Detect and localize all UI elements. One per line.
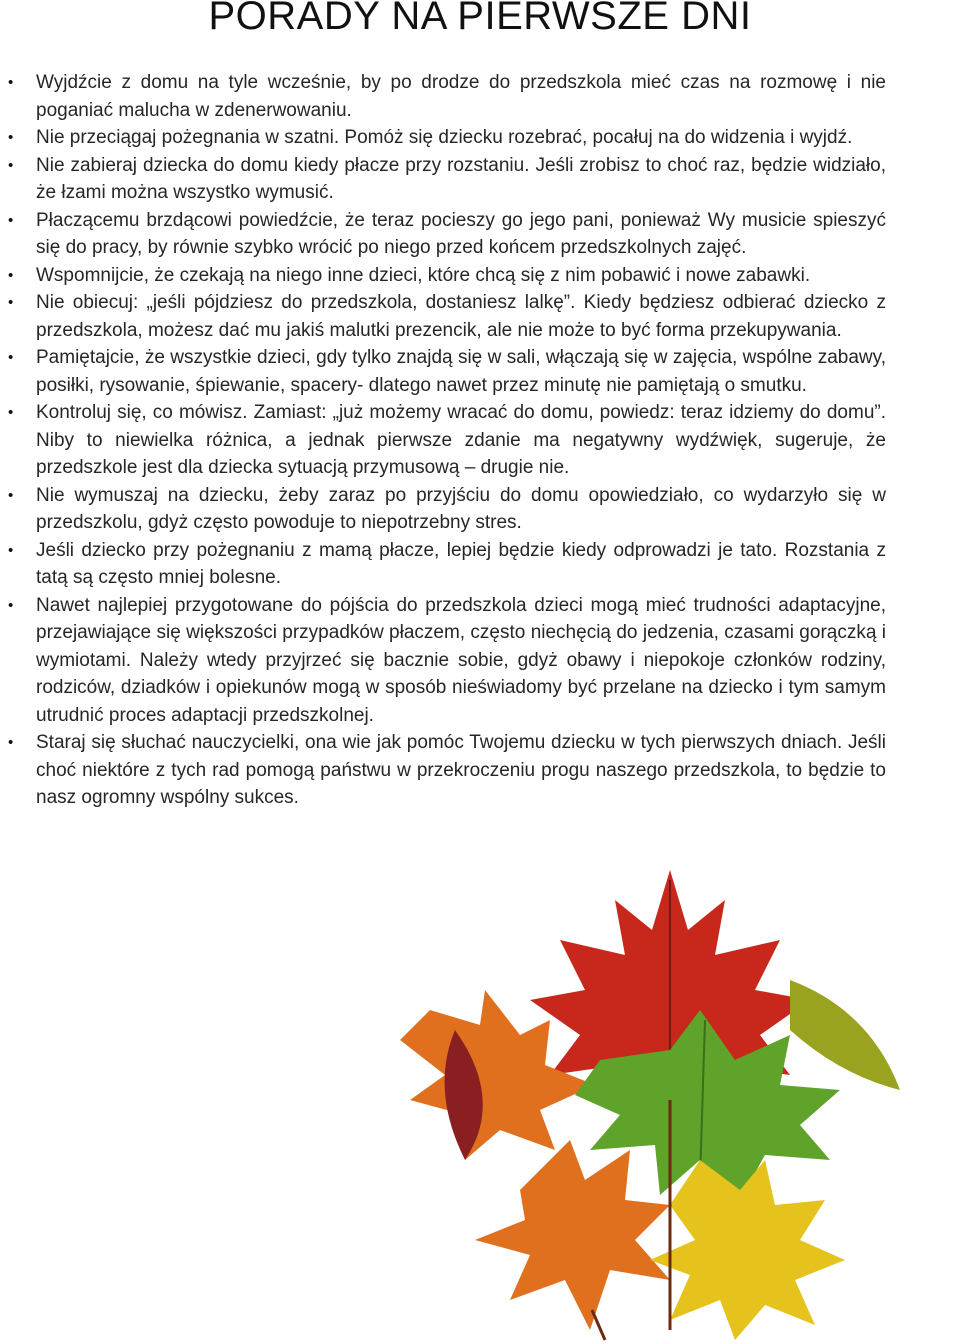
tip-item — [8, 124, 886, 152]
tip-item — [8, 289, 886, 344]
page-title: PORADY NA PIERWSZE DNI — [208, 0, 752, 38]
tip-text: Wyjdźcie z domu na tyle wcześnie, by po drodze do przedszkola mieć czas na rozmowę i nie poganiać malucha w zdenerwowaniu. — [36, 72, 886, 121]
bullet-icon: • — [8, 266, 14, 284]
tips-list — [8, 69, 886, 812]
bullet-icon: • — [8, 211, 14, 229]
bullet-icon: • — [8, 129, 14, 146]
tip-text: Płaczącemu brzdącowi powiedźcie, że teraz pocieszy go jego pani, ponieważ Wy musicie spieszyć się do pracy, by równie szybko wrócić po niego przed końcem przedszkolnych zajęć. — [36, 209, 886, 258]
tip-item — [8, 482, 886, 537]
tip-text: Jeśli dziecko przy pożegnaniu z mamą płacze, lepiej będzie kiedy odprowadzi je tato. Rozstania z tatą są często mniej bolesne. — [36, 539, 886, 588]
tip-text: Nie wymuszaj na dziecku, żeby zaraz po przyjściu do domu opowiedziało, co wydarzyło się w przedszkolu, gdyż często powoduje to niepotrzebny stres. — [36, 484, 886, 533]
tip-text: Nie przeciągaj pożegnania w szatni. Pomóż się dziecku rozebrać, pocałuj na do widzenia i wyjdź. — [36, 127, 853, 148]
tip-text: Nie obiecuj: „jeśli pójdziesz do przedszkola, dostaniesz lalkę”. Kiedy będziesz odbierać dziecko z przedszkola, możesz dać mu jakiś malutki prezencik, ale nie może to być forma przekupywania. — [36, 292, 886, 341]
tip-text: Kontroluj się, co mówisz. Zamiast: „już możemy wracać do domu, powiedz: teraz idziemy do domu”. Niby to niewielka różnica, a jednak pierwsze zdanie ma negatywny wydźwięk, sugeruje, że przedszkole jest dla dziecka sytuacją przymusową – drugie nie. — [36, 402, 886, 478]
orange-bottom-leaf — [475, 1140, 670, 1330]
tip-item — [8, 399, 886, 482]
bullet-icon: • — [8, 74, 14, 91]
bullet-icon: • — [8, 541, 14, 559]
bullet-icon: • — [8, 486, 14, 504]
tip-text: Pamiętajcie, że wszystkie dzieci, gdy tylko znajdą się w sali, włączają się w zajęcia, wspólne zabawy, posiłki, rysowanie, śpiewanie, spacery- dlatego nawet przez minutę nie pamiętają o smutku. — [36, 347, 886, 396]
tip-item — [8, 207, 886, 262]
tip-item — [8, 729, 886, 812]
bullet-icon: • — [8, 596, 14, 614]
yellow-maple-leaf — [650, 1160, 845, 1340]
tip-item — [8, 69, 886, 124]
tip-text: Nie zabieraj dziecka do domu kiedy płacze przy rozstaniu. Jeśli zrobisz to choć raz, będzie widziało, że łzami można wszystko wymusić. — [36, 154, 886, 203]
tip-text: Wspomnijcie, że czekają na niego inne dzieci, które chcą się z nim pobawić i nowe zabawki. — [36, 264, 811, 286]
bullet-icon: • — [8, 294, 14, 311]
bullet-icon: • — [8, 404, 14, 421]
autumn-leaves-illustration — [370, 860, 960, 1344]
tip-item — [8, 152, 886, 207]
tip-item — [8, 344, 886, 399]
bullet-icon: • — [8, 734, 14, 751]
olive-leaf — [790, 980, 900, 1090]
bullet-icon: • — [8, 349, 14, 366]
tip-item — [8, 592, 886, 730]
tip-item — [8, 262, 886, 290]
tip-text: Nawet najlepiej przygotowane do pójścia do przedszkola dzieci mogą mieć trudności adaptacyjne, przejawiające się większości przypadków płaczem, często niechęcią do jedzenia, czasami gorączką i wymiotami. Należy wtedy przyjrzeć się bacznie sobie, gdyż obawy i niepokoje członków rodziny, rodziców, dziadków i opiekunów mogą w sposób nieświadomy być przelane na dziecko i tym samym utrudnić proces adaptacji przedszkolnej. — [36, 594, 886, 726]
tip-text: Staraj się słuchać nauczycielki, ona wie jak pomóc Twojemu dziecku w tych pierwszych dniach. Jeśli choć niektóre z tych rad pomogą państwu w przekroczeniu progu naszego przedszkola, to będzie to nasz ogromny wspólny sukces. — [36, 732, 886, 808]
bullet-icon: • — [8, 156, 14, 174]
tip-item — [8, 537, 886, 592]
